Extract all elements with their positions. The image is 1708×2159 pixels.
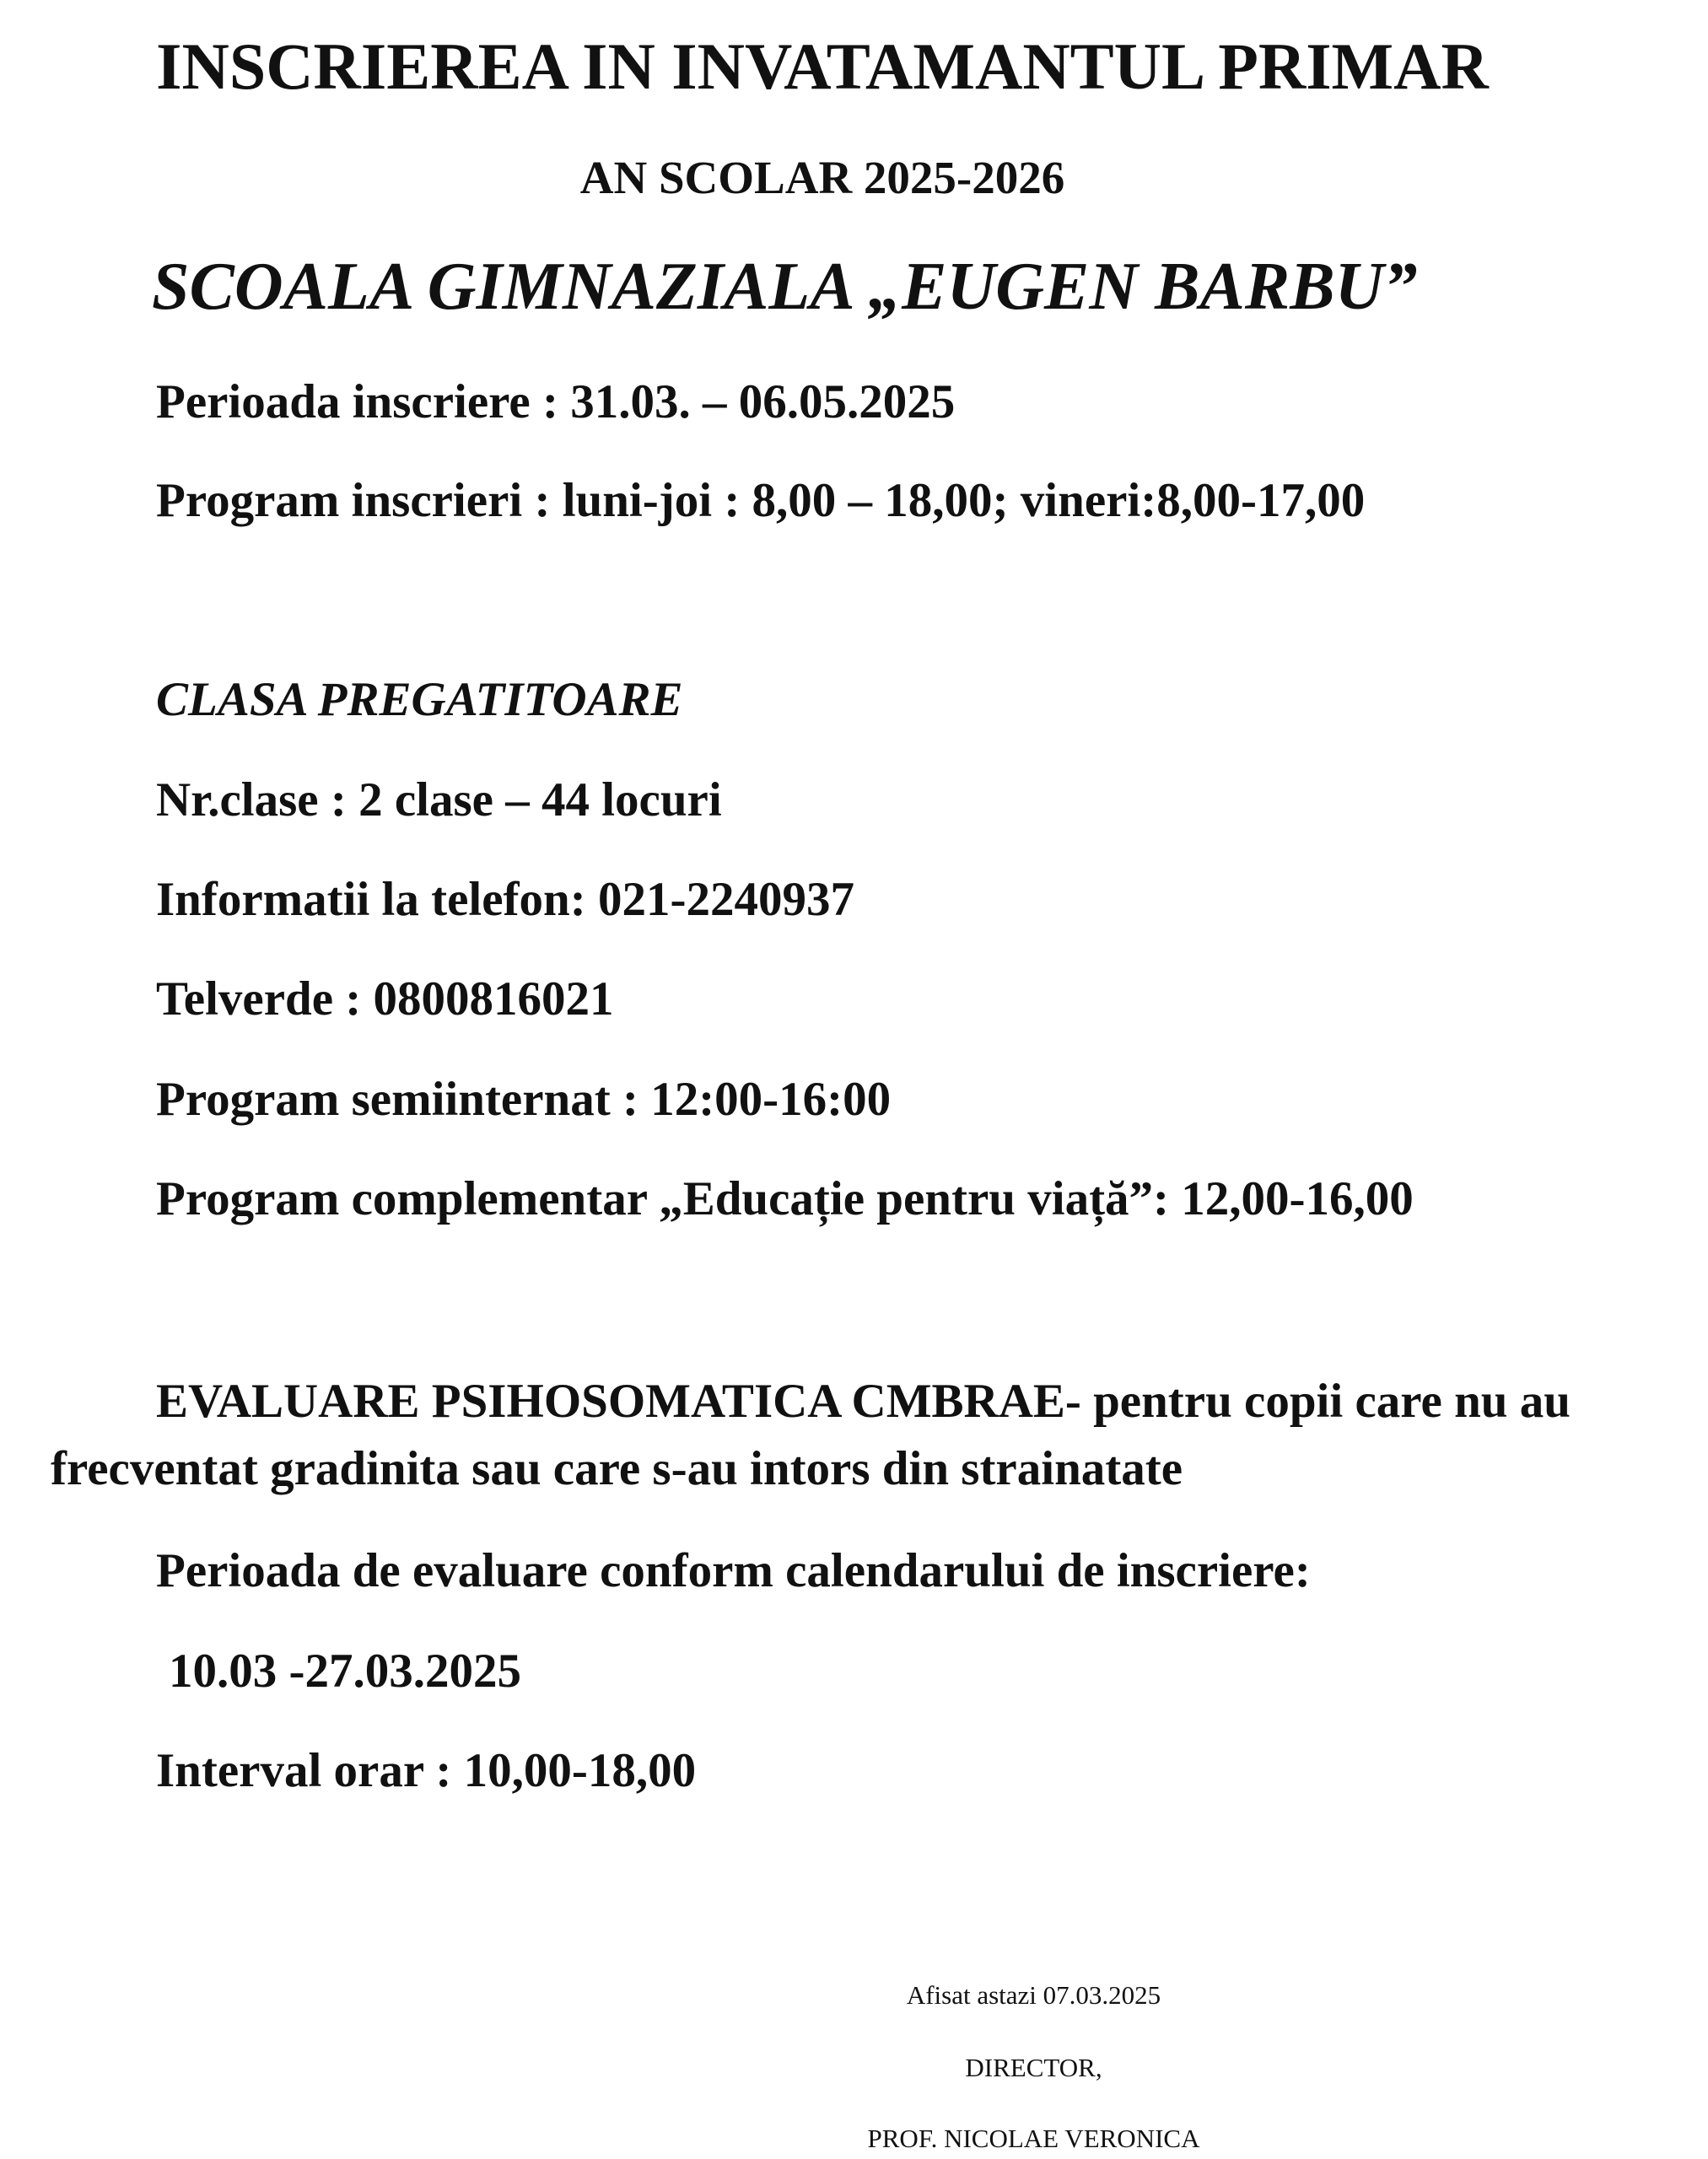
enrollment-period: Perioada inscriere : 31.03. – 06.05.2025 [156,375,956,428]
school-name: SCOALA GIMNAZIALA „EUGEN BARBU” [152,250,1418,324]
posted-date: Afisat astazi 07.03.2025 [906,1980,1161,2010]
number-of-classes: Nr.clase : 2 clase – 44 locuri [156,773,722,826]
complementary-program: Program complementar „Educație pentru viață”: 12,00-16,00 [156,1172,1414,1225]
director-name: PROF. NICOLAE VERONICA [867,2124,1200,2153]
page-title: INSCRIEREA IN INVATAMANTUL PRIMAR [156,30,1489,103]
evaluation-hours: Interval orar : 10,00-18,00 [156,1744,697,1797]
semi-boarding-program: Program semiinternat : 12:00-16:00 [156,1073,892,1126]
telverde-number: Telverde : 0800816021 [156,972,614,1026]
preparatory-class-heading: CLASA PREGATITOARE [156,673,683,726]
director-role: DIRECTOR, [965,2053,1102,2082]
school-year-subtitle: AN SCOLAR 2025-2026 [579,152,1065,203]
evaluation-paragraph: EVALUARE PSIHOSOMATICA CMBRAE- pentru copii care nu au frecventat gradinita sau care s-au intors din strainatate [51,1375,1571,1495]
enrollment-schedule: Program inscrieri : luni-joi : 8,00 – 18,00; vineri:8,00-17,00 [156,474,1366,527]
evaluation-period-label: Perioada de evaluare conform calendarului de inscriere: [156,1544,1311,1597]
info-phone: Informatii la telefon: 021-2240937 [156,873,854,926]
evaluation-dates: 10.03 -27.03.2025 [169,1645,521,1698]
